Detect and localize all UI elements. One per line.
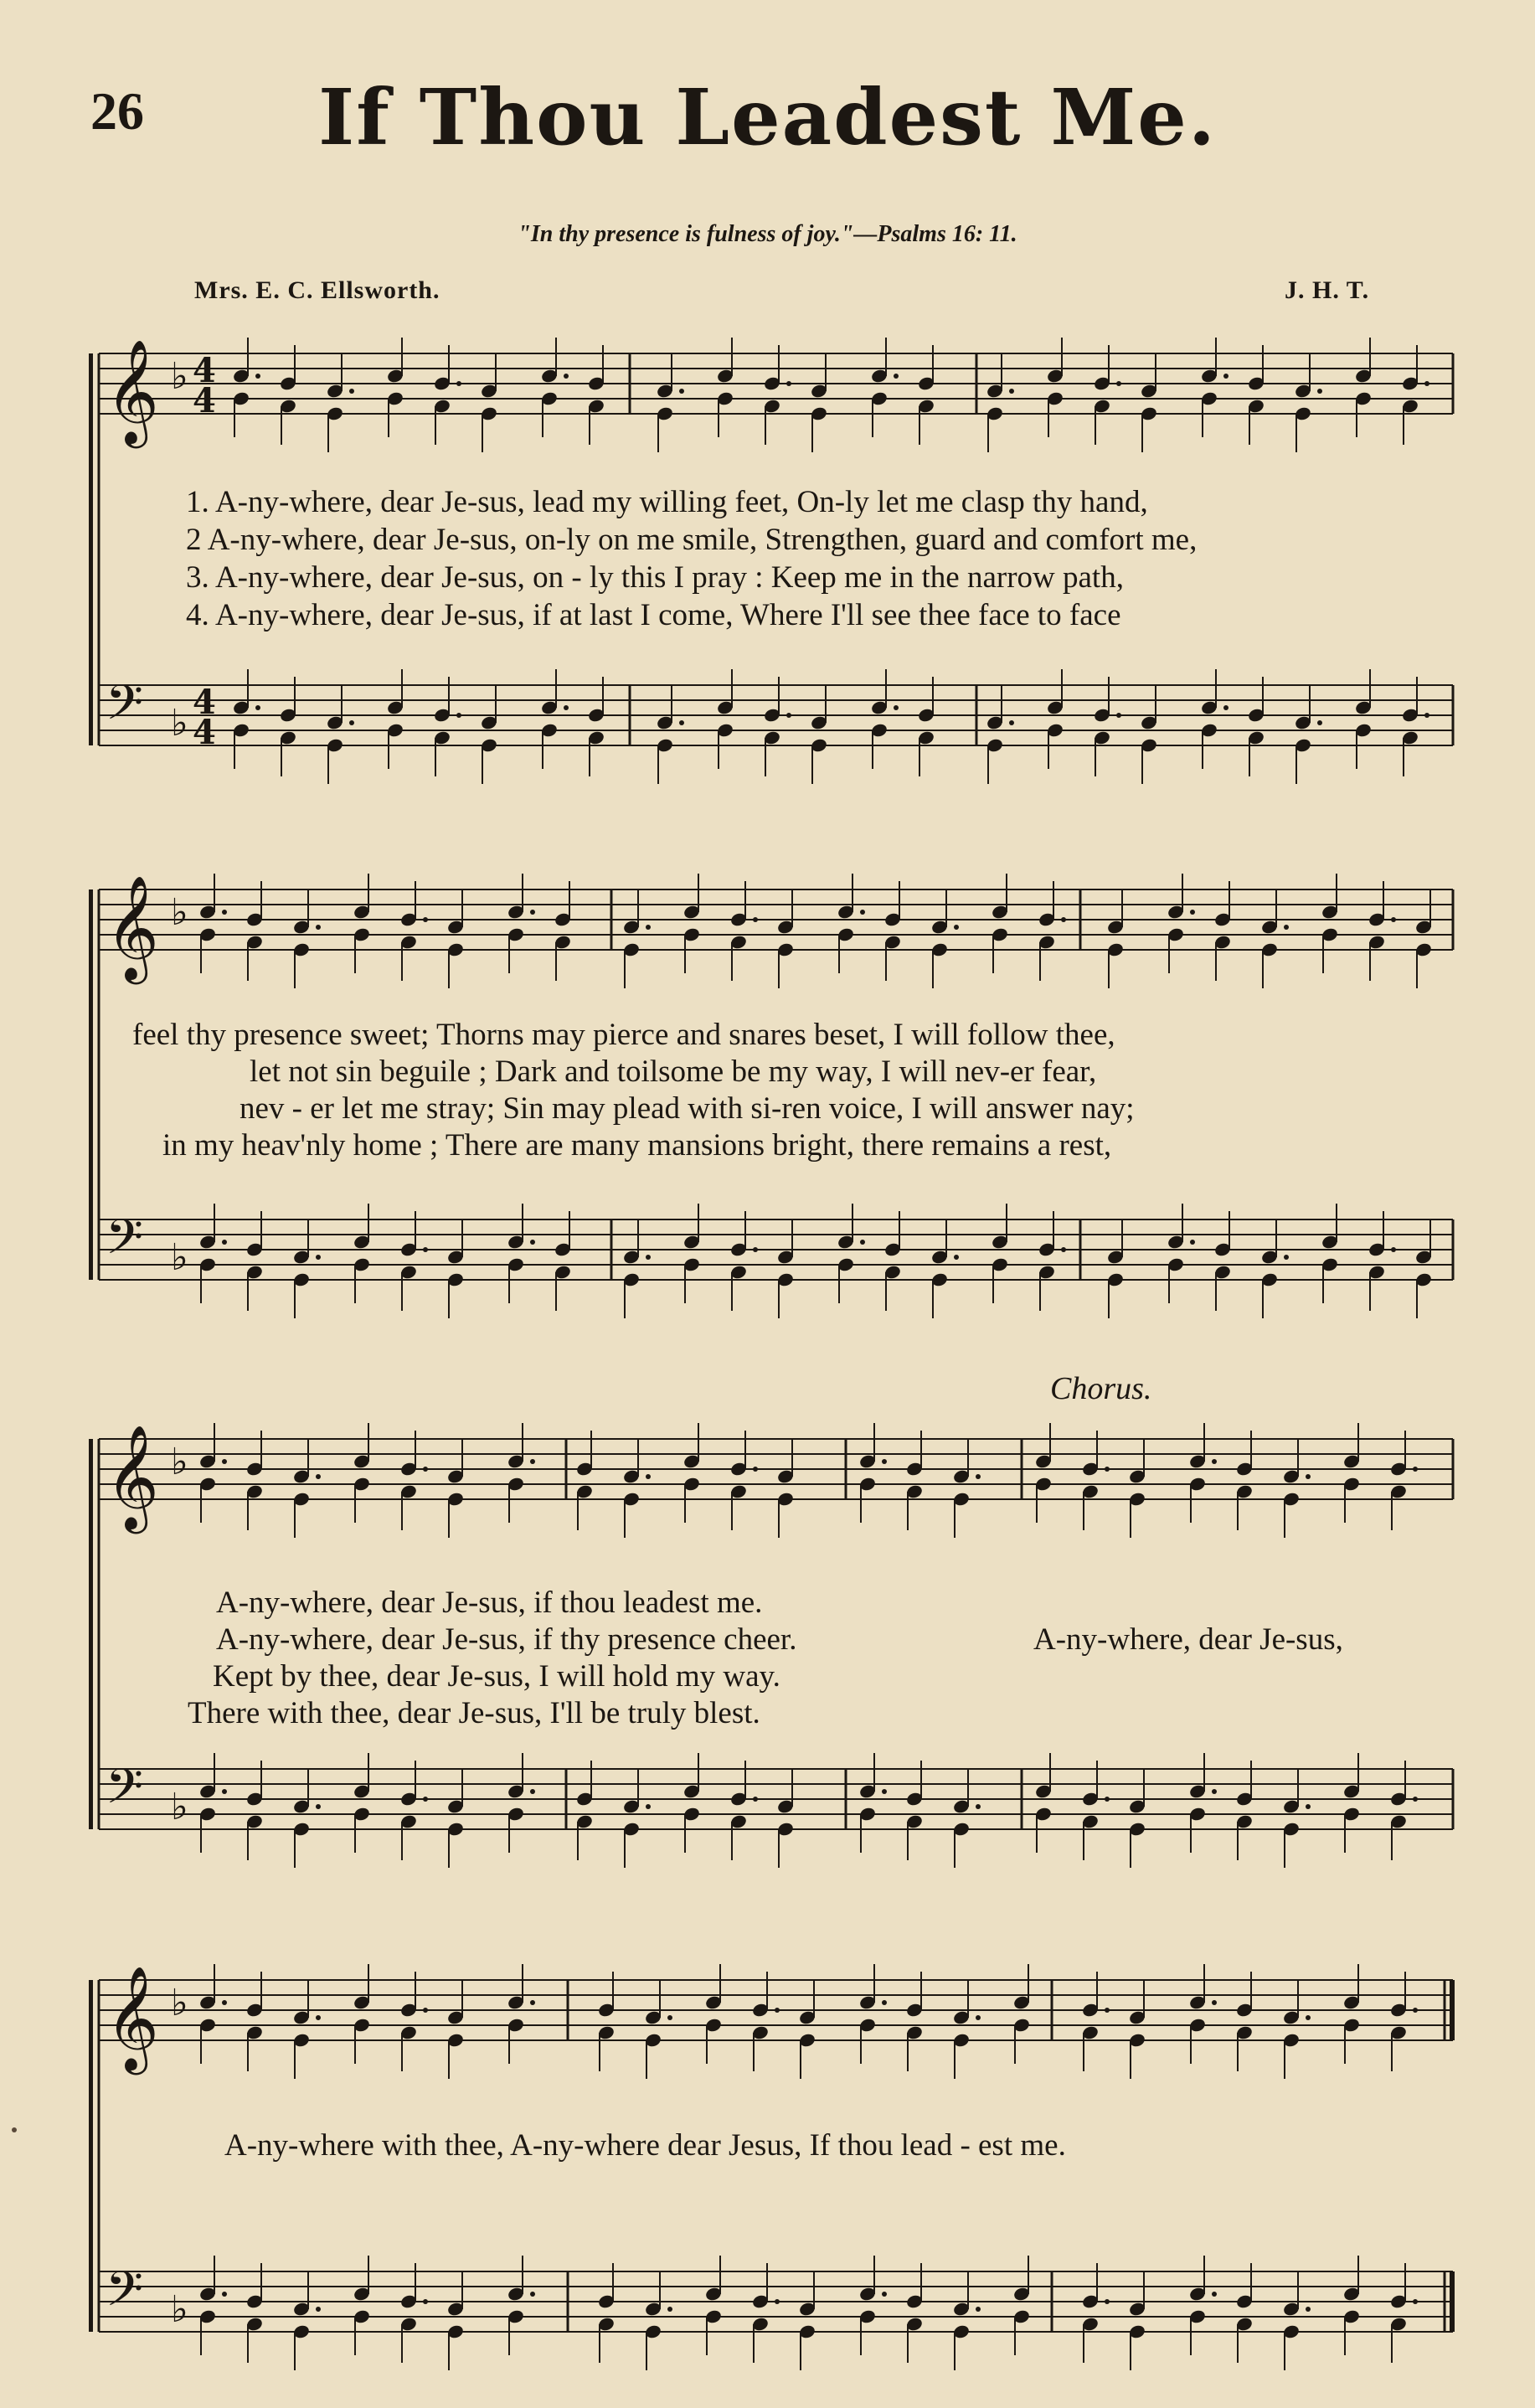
dot [316,1474,321,1479]
verse-line-2a: 2 A-ny-where, dear Je-sus, on-ly on me smile, Strengthen, guard and comfort me, [186,523,1198,557]
dot [976,2307,981,2312]
verse-line-2c: A-ny-where, dear Je-sus, if thy presence cheer. [216,1622,797,1657]
dot [1116,713,1121,718]
dot [1223,705,1229,710]
flat-sign-icon: ♭ [171,1236,188,1279]
time-signature-top: 4 [193,351,216,390]
verse-line-4b: in my heav'nly home ; There are many mansions bright, there remains a rest, [162,1128,1112,1163]
dot [1391,1247,1396,1252]
author-credit: Mrs. E. C. Ellsworth. [194,276,440,304]
chorus-label: Chorus. [1050,1371,1152,1406]
dot [1105,2299,1110,2304]
hymn-title: If Thou Leadest Me. [318,72,1217,162]
verse-line-3b: nev - er let me stray; Sin may plead with si-ren voice, I will answer nay; [240,1091,1135,1126]
dot [860,910,865,915]
dot [530,1789,535,1794]
dot [1061,1247,1066,1252]
dot [530,2000,535,2005]
verse-line-3c: Kept by thee, dear Je-sus, I will hold my way. [213,1659,780,1694]
dot [1306,2307,1311,2312]
dot [222,1789,227,1794]
dot [222,1240,227,1245]
dot [530,2292,535,2297]
dot [753,1467,758,1472]
dot [1116,381,1121,386]
dot [423,1467,428,1472]
dot [882,1459,887,1464]
time-signature-top: 4 [193,683,216,722]
treble-clef-icon: 𝄞 [106,1425,159,1529]
bass-clef-icon: 𝄢 [106,674,144,743]
dot [316,1804,321,1809]
dot [894,705,899,710]
dot [222,1459,227,1464]
composer-credit: J. H. T. [1285,276,1370,304]
dot [1284,1255,1289,1260]
dot [1009,389,1014,394]
dot [753,1797,758,1802]
time-signature-bottom: 4 [193,713,216,752]
flat-sign-icon: ♭ [171,355,188,398]
dot [222,2292,227,2297]
dot [775,2008,780,2013]
dot [316,1255,321,1260]
dot [423,917,428,922]
dot [646,1474,651,1479]
dot [667,2015,672,2020]
dot [954,1255,959,1260]
verse-line-1a: 1. A-ny-where, dear Je-sus, lead my willing feet, On-ly let me clasp thy hand, [186,485,1148,519]
treble-clef-icon: 𝄞 [106,1966,159,2070]
system-bracket [89,889,93,1280]
dot [976,1804,981,1809]
system-bracket [89,353,93,745]
flat-sign-icon: ♭ [171,1441,188,1483]
flat-sign-icon: ♭ [171,1982,188,2024]
dot [1105,2008,1110,2013]
dot [882,2000,887,2005]
chorus-line-2: A-ny-where with thee, A-ny-where dear Jesus, If thou lead - est me. [224,2128,1066,2163]
treble-clef-icon: 𝄞 [106,875,159,980]
dot [349,720,354,725]
dot [222,910,227,915]
dot [1413,2008,1418,2013]
dot [976,1474,981,1479]
dot [564,374,569,379]
dot [222,2000,227,2005]
dot [423,2008,428,2013]
dot [1317,389,1322,394]
dot [255,374,260,379]
dot [530,1459,535,1464]
dot [423,1247,428,1252]
dot [753,917,758,922]
dot [1212,1459,1217,1464]
dot [667,2307,672,2312]
treble-clef-icon: 𝄞 [106,339,159,444]
verse-line-4c: There with thee, dear Je-sus, I'll be truly blest. [188,1696,760,1730]
dot [1061,917,1066,922]
verse-line-1c: A-ny-where, dear Je-sus, if thou leadest me. [216,1586,763,1620]
dot [1105,1797,1110,1802]
flat-sign-icon: ♭ [171,891,188,934]
dot [349,389,354,394]
dot [646,1804,651,1809]
flat-sign-icon: ♭ [171,2288,188,2331]
dot [423,1797,428,1802]
dot [1306,1804,1311,1809]
final-barline [1450,2271,1455,2332]
dot [1212,1789,1217,1794]
verse-line-3a: 3. A-ny-where, dear Je-sus, on - ly this I pray : Keep me in the narrow path, [186,560,1124,595]
dot [1413,1467,1418,1472]
dot [1223,374,1229,379]
dot [255,705,260,710]
dot [1105,1467,1110,1472]
flat-sign-icon: ♭ [171,1786,188,1828]
dot [316,2307,321,2312]
dot [316,925,321,930]
bass-clef-icon: 𝄢 [106,1758,144,1827]
bass-clef-icon: 𝄢 [106,1209,144,1277]
dot [882,1789,887,1794]
dot [456,381,461,386]
dot [423,2299,428,2304]
flat-sign-icon: ♭ [171,702,188,745]
dot [1009,720,1014,725]
dot [564,705,569,710]
dot [882,2292,887,2297]
dot [753,1247,758,1252]
system-bracket [89,1439,93,1829]
dot [530,1240,535,1245]
dot [1317,720,1322,725]
dot [894,374,899,379]
verse-line-2b: let not sin beguile ; Dark and toilsome be my way, I will nev-er fear, [250,1054,1097,1089]
final-barline [1450,1980,1455,2040]
dot [1424,713,1429,718]
dot [1306,1474,1311,1479]
dot [646,925,651,930]
dot [1190,1240,1195,1245]
dot [1413,2299,1418,2304]
epigraph: "In thy presence is fulness of joy."—Psalms 16: 11. [518,221,1017,247]
verse-line-1b: feel thy presence sweet; Thorns may pierce and snares beset, I will follow thee, [132,1018,1115,1052]
dot [786,713,791,718]
dot [456,713,461,718]
page-number: 26 [90,81,144,141]
dot [679,720,684,725]
dot [954,925,959,930]
dot [1424,381,1429,386]
time-signature-bottom: 4 [193,381,216,420]
dot [1212,2000,1217,2005]
chorus-line-1: A-ny-where, dear Je-sus, [1033,1622,1343,1657]
dot [1391,917,1396,922]
dot [1284,925,1289,930]
paper-speck [12,2127,17,2132]
dot [1306,2015,1311,2020]
dot [1212,2292,1217,2297]
dot [976,2015,981,2020]
dot [1190,910,1195,915]
dot [646,1255,651,1260]
bass-clef-icon: 𝄢 [106,2261,144,2329]
dot [860,1240,865,1245]
dot [775,2299,780,2304]
dot [1413,1797,1418,1802]
verse-line-4a: 4. A-ny-where, dear Je-sus, if at last I come, Where I'll see thee face to face [186,598,1121,632]
dot [316,2015,321,2020]
dot [530,910,535,915]
system-bracket [89,1980,93,2332]
dot [786,381,791,386]
dot [679,389,684,394]
